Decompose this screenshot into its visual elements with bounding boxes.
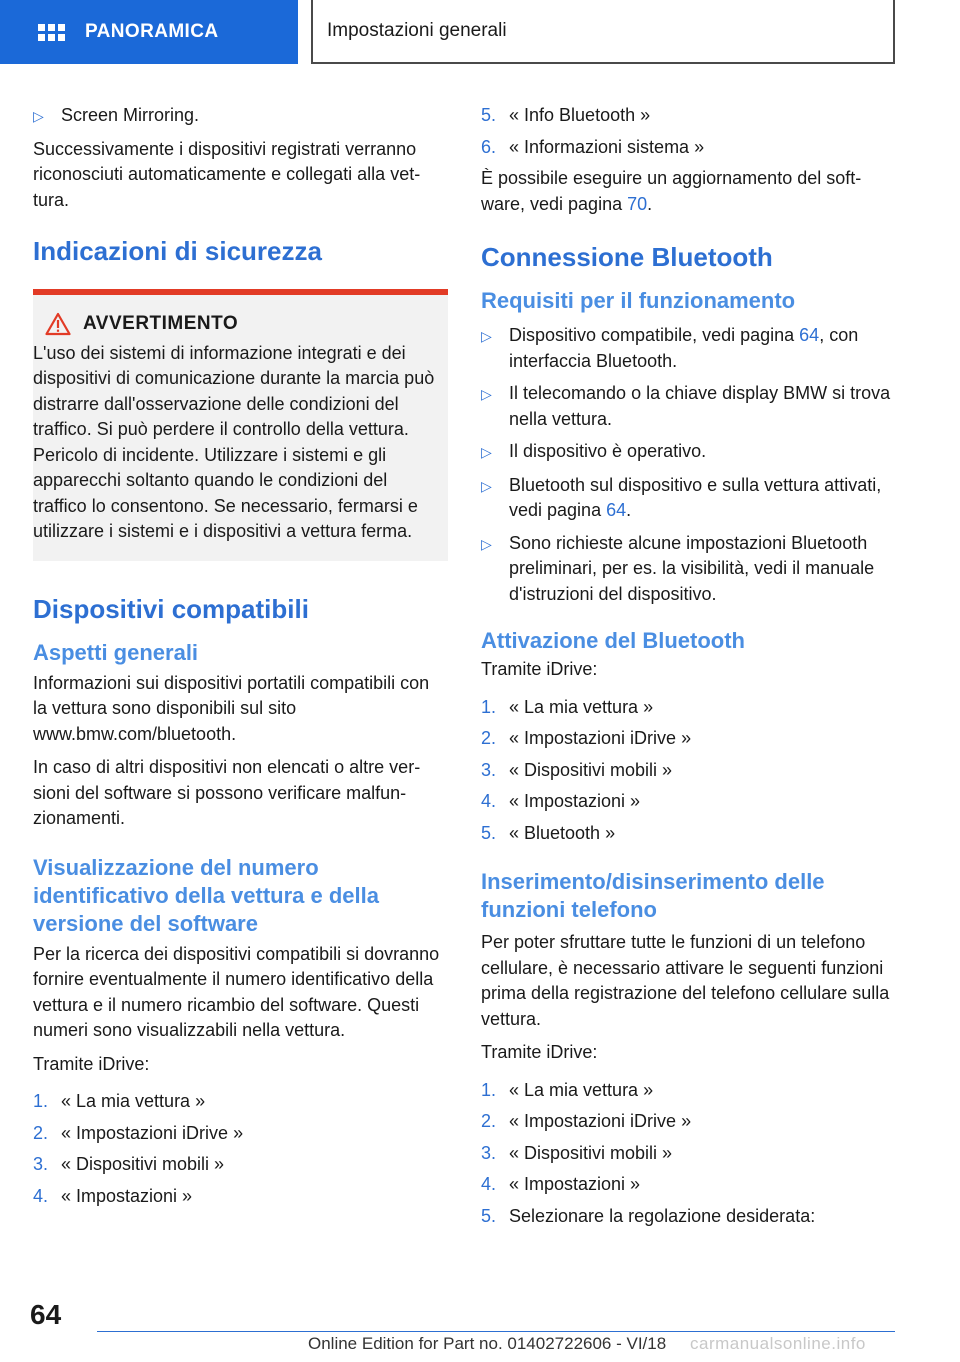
step-text: « Bluetooth » xyxy=(509,822,616,843)
step-text: « La mia vettura » xyxy=(509,696,654,717)
triangle-bullet-icon: ▷ xyxy=(481,386,492,402)
general-paragraph-2: In caso di altri dispositivi non elencati o altre versioni del software si possono verificare malfunzionamenti. xyxy=(33,757,421,828)
requirement-text: Il telecomando o la chiave display BMW si trova nella vettura. xyxy=(509,383,891,429)
step-text: « Info Bluetooth » xyxy=(509,105,651,125)
list-item xyxy=(481,695,896,721)
intro-text: Successivamente i dispositivi registrati verranno riconosciuti automaticamente e collegati alla vettura. xyxy=(33,138,421,210)
list-item xyxy=(481,381,896,432)
step-number: 4. xyxy=(33,1185,49,1206)
step-number: 2. xyxy=(481,1111,497,1131)
step-text: « Impostazioni iDrive » xyxy=(509,728,692,748)
intro-bullet: Screen Mirroring. xyxy=(61,105,200,125)
step-number: 5. xyxy=(481,105,497,125)
step-text: « Dispositivi mobili » xyxy=(61,1154,225,1174)
triangle-bullet-icon: ▷ xyxy=(33,108,44,124)
step-text: Selezionare la regolazione desiderata: xyxy=(509,1205,816,1226)
display-subheading: Visualizzazione del numero identificativo della vettura e della versione del software xyxy=(33,854,379,936)
step-text: « Impostazioni » xyxy=(509,791,641,811)
list-item xyxy=(481,1172,896,1198)
grid-icon xyxy=(38,24,65,41)
warning-triangle-icon xyxy=(33,312,83,336)
list-item xyxy=(481,1141,896,1167)
list-item xyxy=(481,135,896,161)
requirement-text: Sono richieste alcune impostazioni Bluetooth preliminari, per es. la visibilità, vedi il manuale d'istruzioni del dispositivo. xyxy=(509,532,875,604)
warning-box xyxy=(33,289,448,561)
phone-paragraph-1: Per poter sfruttare tutte le funzioni di un telefono cellulare, è necessario attivare le seguenti funzioni prima della registrazione del telefono cellulare sulla vettura. xyxy=(481,932,890,1029)
display-paragraph-2: Tramite iDrive: xyxy=(33,1053,150,1074)
step-number: 1. xyxy=(481,696,497,717)
activation-intro: Tramite iDrive: xyxy=(481,659,598,679)
phone-paragraph-2: Tramite iDrive: xyxy=(481,1042,598,1062)
step-number: 2. xyxy=(481,728,497,748)
chapter-tab[interactable] xyxy=(311,0,895,64)
list-item xyxy=(481,789,896,815)
list-item xyxy=(481,1078,896,1104)
step-number: 4. xyxy=(481,1174,497,1194)
list-item xyxy=(481,821,896,847)
update-paragraph xyxy=(481,166,896,217)
update-text-end: . xyxy=(647,193,653,214)
step-text: « Impostazioni » xyxy=(61,1185,193,1206)
list-item xyxy=(33,1089,448,1115)
requirement-text: Bluetooth sul dispositivo e sulla vettura attivati, vedi pagina 64. xyxy=(509,474,882,520)
left-column xyxy=(33,103,448,1215)
list-item xyxy=(481,758,896,784)
display-paragraph-1: Per la ricerca dei dispositivi compatibili si dovranno fornire eventualmente il numero identificativo della vettura e il numero ricambio del software. Questi numeri sono visualizzabili nella vettura. xyxy=(33,943,440,1040)
list-item xyxy=(481,323,896,374)
step-text: « Impostazioni iDrive » xyxy=(509,1111,692,1131)
step-number: 4. xyxy=(481,791,497,811)
triangle-bullet-icon: ▷ xyxy=(481,328,492,344)
page-link[interactable]: 64 xyxy=(606,500,627,520)
step-number: 5. xyxy=(481,1205,497,1226)
list-item xyxy=(33,1121,448,1147)
requirement-text: Dispositivo compatibile, vedi pagina 64, con interfaccia Bluetooth. xyxy=(509,325,859,371)
chapter-tab-label: Impostazioni generali xyxy=(327,20,507,41)
page-number: 64 xyxy=(30,1299,62,1330)
requirement-text: Il dispositivo è operativo. xyxy=(509,441,707,461)
footer-divider xyxy=(97,1331,895,1332)
overview-button[interactable] xyxy=(0,0,298,64)
step-text: « Dispositivi mobili » xyxy=(509,759,673,780)
right-column xyxy=(481,103,896,1235)
step-text: « Impostazioni iDrive » xyxy=(61,1122,244,1143)
page-link[interactable]: 64 xyxy=(799,325,820,345)
general-subheading: Aspetti generali xyxy=(33,639,199,665)
triangle-bullet-icon: ▷ xyxy=(481,535,492,552)
list-item xyxy=(33,103,448,130)
list-item xyxy=(33,1184,448,1210)
step-number: 1. xyxy=(481,1079,497,1100)
list-item xyxy=(481,473,896,524)
edition-text: Online Edition for Part no. 01402722606 - VI/18 xyxy=(308,1334,667,1353)
list-item xyxy=(481,726,896,752)
list-item xyxy=(481,531,896,608)
overview-button-label: PANORAMICA xyxy=(85,21,219,42)
step-text: « Informazioni sistema » xyxy=(509,136,705,157)
step-number: 1. xyxy=(33,1091,49,1111)
requirements-subheading: Requisiti per il funzionamento xyxy=(481,288,796,313)
step-number: 3. xyxy=(33,1154,49,1174)
compat-heading: Dispositivi compatibili xyxy=(33,593,309,624)
step-text: « La mia vettura » xyxy=(61,1091,206,1111)
general-paragraph-1: Informazioni sui dispositivi portatili compatibili con la vettura sono disponibili sul sito www.bmw.com/bluetooth. xyxy=(33,672,430,744)
step-number: 5. xyxy=(481,822,497,843)
page-link[interactable]: 70 xyxy=(627,193,648,214)
step-number: 2. xyxy=(33,1122,49,1143)
warning-title: AVVERTIMENTO xyxy=(83,313,239,334)
phone-subheading: Inserimento/disinserimento delle funzioni telefono xyxy=(481,869,825,922)
step-text: « La mia vettura » xyxy=(509,1079,654,1100)
safety-heading: Indicazioni di sicurezza xyxy=(33,236,322,266)
warning-body: L'uso dei sistemi di informazione integrati e dei dispositivi di comunicazione durante la marcia può distrarre dall'osservazione delle condizioni del traffico. Si può perdere il controllo della vettura. Pericolo di incidente. Utilizzare i sistemi e gli apparecchi soltanto quando le condizioni del traffico lo consentono. Se necessario, fermarsi e utilizzare i sistemi e i dispositivi a vettura ferma. xyxy=(33,342,435,541)
triangle-bullet-icon: ▷ xyxy=(481,477,492,494)
step-number: 6. xyxy=(481,136,497,157)
update-text: È possibile eseguire un aggiornamento del software, vedi pagina xyxy=(481,168,862,214)
list-item xyxy=(33,1152,448,1178)
step-number: 3. xyxy=(481,759,497,780)
watermark: carmanualsonline.info xyxy=(690,1334,866,1353)
bluetooth-heading: Connessione Bluetooth xyxy=(481,242,773,272)
step-text: « Impostazioni » xyxy=(509,1174,641,1194)
list-item xyxy=(481,439,896,466)
list-item xyxy=(481,103,896,129)
activation-subheading: Attivazione del Bluetooth xyxy=(481,628,745,653)
step-text: « Dispositivi mobili » xyxy=(509,1142,673,1163)
triangle-bullet-icon: ▷ xyxy=(481,444,492,460)
list-item xyxy=(481,1204,896,1230)
warning-header xyxy=(33,311,436,337)
list-item xyxy=(481,1109,896,1135)
step-number: 3. xyxy=(481,1142,497,1163)
